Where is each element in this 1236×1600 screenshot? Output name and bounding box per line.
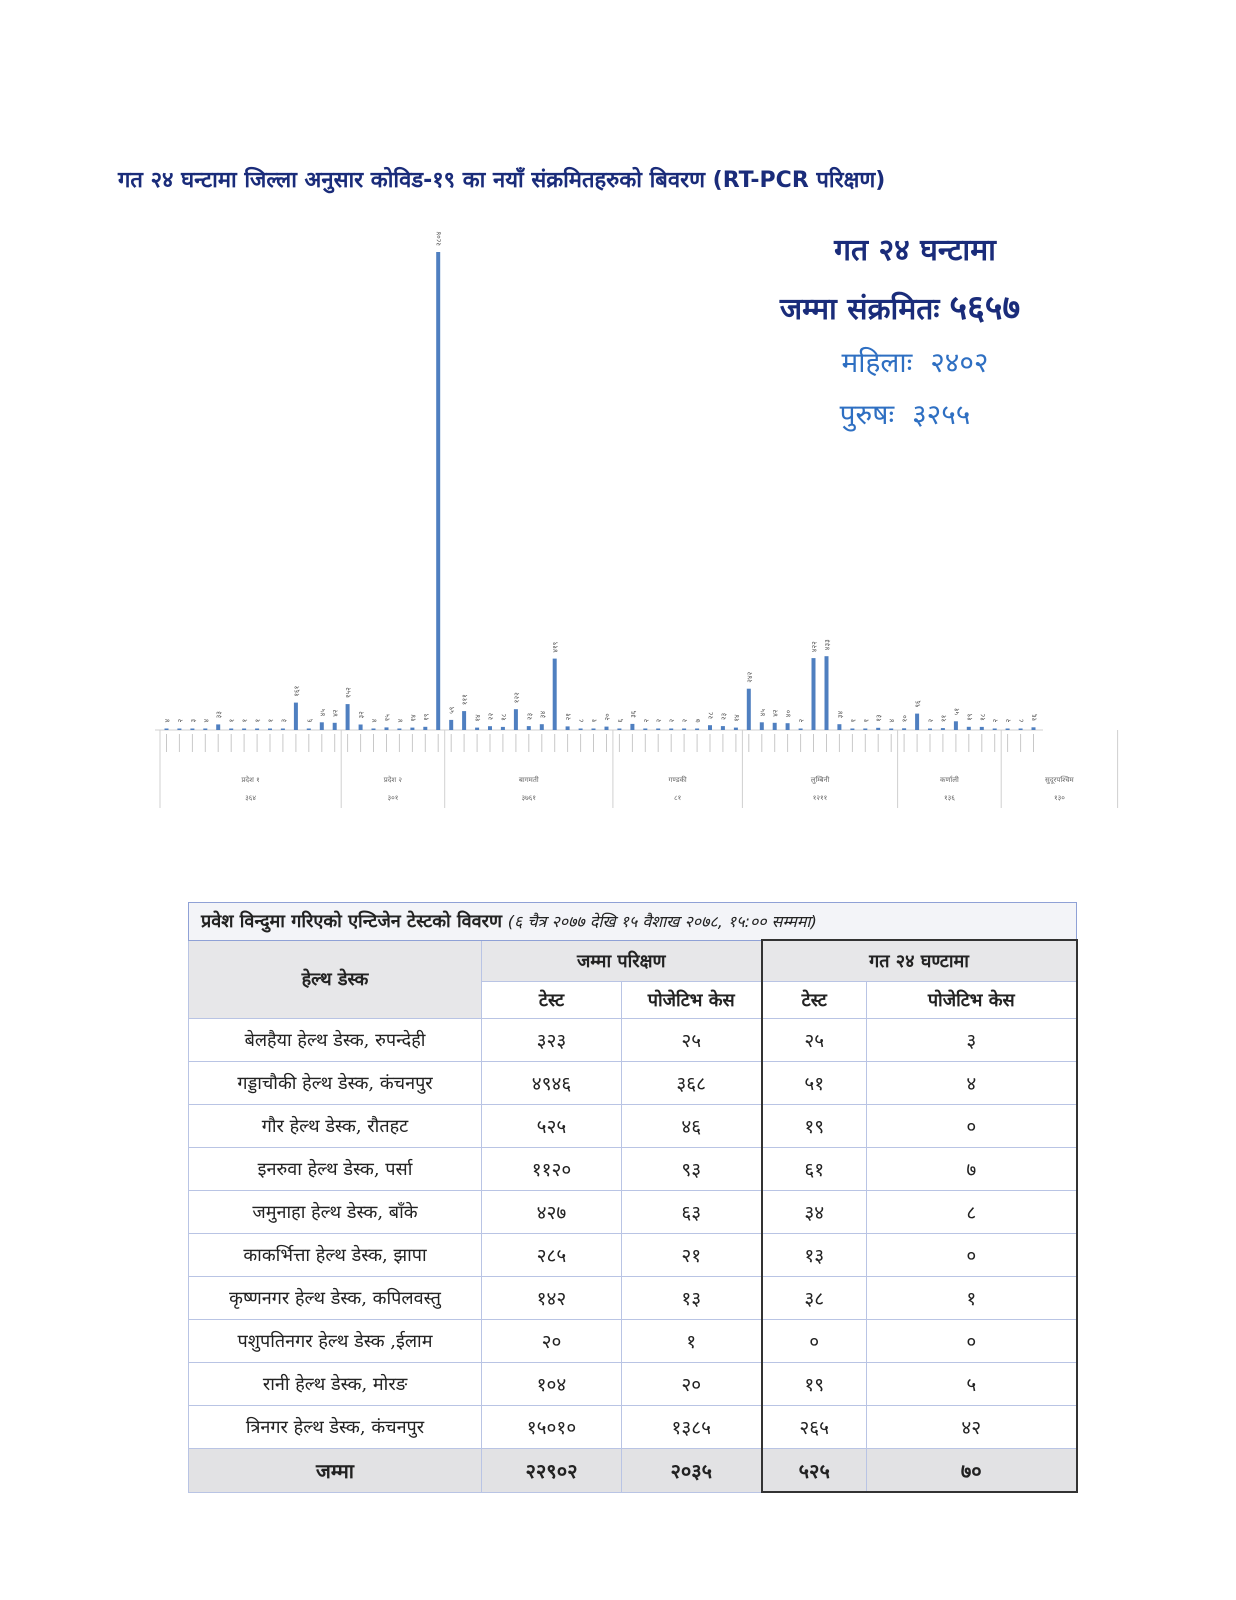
chart-data-label: १ [862, 718, 871, 723]
chart-data-label: ८ [577, 718, 586, 723]
chart-data-label: २१ [564, 713, 573, 721]
chart-data-label: २८ [707, 711, 715, 720]
chart-data-label: ४२२ [810, 641, 819, 653]
chart-bar [423, 727, 427, 730]
chart-data-label: ९६ [914, 700, 923, 708]
cell-test: ४९४६ [482, 1062, 622, 1105]
chart-data-label: २२ [487, 712, 495, 721]
col-header-positive: पोजेटिभ केस [622, 982, 762, 1019]
chart-bar [669, 729, 673, 731]
chart-data-label: २ [927, 718, 935, 723]
chart-data-label: २ [176, 718, 185, 723]
cell-test: ५२५ [482, 1105, 622, 1148]
chart-bar [488, 726, 492, 730]
chart-data-label: १३ [875, 714, 884, 722]
chart-bar [566, 726, 570, 730]
chart-data-label: ७ [694, 718, 703, 723]
chart-data-label: ३४ [538, 710, 547, 719]
cell-positive: १३८५ [622, 1406, 762, 1449]
chart-data-label: ३३ [215, 711, 224, 719]
chart-bar [1032, 727, 1036, 730]
summary-total-value: ५६५७ [949, 288, 1021, 328]
chart-data-label: २३ [525, 712, 534, 721]
chart-bar [190, 729, 194, 731]
cell-test: ११२० [482, 1148, 622, 1191]
total-test: २२९०२ [482, 1449, 622, 1493]
chart-data-label: १ [241, 718, 250, 723]
chart-bar [617, 729, 621, 731]
chart-bar [359, 725, 363, 731]
cell-desk: गड्डाचौकी हेल्थ डेस्क, कंचनपुर [189, 1062, 482, 1105]
table-row [189, 1105, 1077, 1148]
chart-group-label: बागमती [518, 776, 539, 784]
chart-data-label: १६१ [292, 685, 301, 697]
chart-bar [812, 658, 816, 730]
chart-data-label: १ [228, 718, 237, 723]
chart-bar [320, 722, 324, 730]
chart-data-label: ४३३ [823, 639, 832, 651]
chart-data-label: २४२ [745, 671, 754, 683]
chart-data-label: ११ [939, 714, 948, 723]
cell-test-24h: १९ [762, 1363, 867, 1406]
cell-test-24h: २६५ [762, 1406, 867, 1449]
chart-data-label: ३४ [836, 710, 845, 719]
chart-data-label: ४ [396, 718, 405, 723]
chart-data-label: १० [901, 715, 910, 723]
total-positive: २०३५ [622, 1449, 762, 1493]
table-row [189, 1019, 1077, 1062]
chart-bar [203, 729, 207, 731]
cell-test: ३२३ [482, 1019, 622, 1062]
chart-data-label: ३ [279, 718, 288, 723]
cell-test-24h: १३ [762, 1234, 867, 1277]
chart-data-label: ४२ [331, 709, 340, 717]
chart-bar [643, 729, 647, 731]
chart-bar [229, 729, 233, 731]
cell-positive: १३ [622, 1277, 762, 1320]
chart-data-label: १४ [474, 714, 483, 722]
chart-bar [242, 729, 246, 731]
chart-bar [954, 721, 958, 730]
chart-bar [967, 727, 971, 730]
chart-data-label: २ [681, 718, 690, 723]
cell-desk: काकर्भित्ता हेल्थ डेस्क, झापा [189, 1234, 482, 1277]
chart-data-label: २० [603, 713, 612, 721]
cell-test: १५०१० [482, 1406, 622, 1449]
cell-test: १४२ [482, 1277, 622, 1320]
chart-data-label: २ [655, 718, 664, 723]
cell-positive-24h: १ [867, 1277, 1077, 1320]
summary-heading: गत २४ घन्टामा [834, 233, 996, 268]
chart-data-label: १५२ [344, 687, 353, 699]
cell-test: २० [482, 1320, 622, 1363]
chart-bar [462, 711, 466, 730]
antigen-test-table [188, 902, 1078, 1493]
chart-bar [747, 689, 751, 730]
chart-bar [436, 252, 440, 730]
district-bar-chart [155, 214, 1074, 810]
chart-bar [216, 724, 220, 730]
chart-group-total: ८१ [673, 794, 682, 802]
chart-data-label: २८०४ [435, 231, 444, 246]
cell-desk: रानी हेल्थ डेस्क, मोरङ [189, 1363, 482, 1406]
cell-test-24h: ३८ [762, 1277, 867, 1320]
chart-bar [630, 724, 634, 730]
cell-positive-24h: ० [867, 1105, 1077, 1148]
cell-test-24h: ० [762, 1320, 867, 1363]
chart-bar [734, 728, 738, 730]
chart-data-label: १११ [461, 694, 470, 706]
table-row [189, 1191, 1077, 1234]
table-caption-note: (६ चैत्र २०७७ देखि १५ वैशाख २०७८, १५:०० सम्ममा) [507, 912, 817, 931]
chart-bar [928, 729, 932, 731]
chart-bar [980, 727, 984, 730]
chart-bar [410, 728, 414, 730]
chart-data-label: ४ [888, 718, 897, 723]
cell-desk: गौर हेल्थ डेस्क, रौतहट [189, 1105, 482, 1148]
chart-data-label: १ [849, 718, 858, 723]
chart-bar [579, 729, 583, 731]
chart-bar [475, 728, 479, 730]
chart-bar [372, 729, 376, 731]
cell-test-24h: ५१ [762, 1062, 867, 1105]
chart-data-label: १५ [383, 714, 392, 722]
chart-group-total: ३६४ [245, 794, 257, 802]
summary-male-label: पुरुषः [839, 398, 895, 431]
chart-data-label: ५९ [448, 706, 457, 714]
chart-bar [941, 728, 945, 730]
chart-bar [760, 722, 764, 730]
chart-data-label: ४ [202, 718, 211, 723]
chart-bar [255, 729, 259, 731]
chart-data-label: ४१९ [551, 641, 560, 653]
cell-test-24h: २५ [762, 1019, 867, 1062]
chart-data-label: २ [1004, 718, 1013, 723]
cell-test-24h: १९ [762, 1105, 867, 1148]
chart-data-label: ३६ [629, 710, 638, 718]
chart-bar [165, 729, 169, 731]
cell-positive-24h: ० [867, 1234, 1077, 1277]
cell-positive: ३६८ [622, 1062, 762, 1105]
chart-bar [1006, 729, 1010, 731]
cell-desk: त्रिनगर हेल्थ डेस्क, कंचनपुर [189, 1406, 482, 1449]
chart-bar [514, 709, 518, 730]
chart-bar [307, 729, 311, 731]
chart-bar [333, 723, 337, 730]
cell-positive-24h: ५ [867, 1363, 1077, 1406]
chart-data-label: २ [797, 718, 806, 723]
chart-bar [825, 656, 829, 730]
cell-positive: १ [622, 1320, 762, 1363]
cell-test-24h: ३४ [762, 1191, 867, 1234]
chart-group-label: लुम्बिनी [810, 776, 830, 784]
chart-group-label: प्रदेश १ [241, 776, 260, 784]
chart-bar [346, 704, 350, 730]
table-row [189, 1320, 1077, 1363]
chart-data-label: १ [267, 718, 275, 723]
chart-data-label: ४५ [758, 709, 767, 717]
summary-total-label: जम्मा संक्रमितः [779, 292, 940, 327]
cell-test: २८५ [482, 1234, 622, 1277]
chart-group-label: गण्डकी [668, 776, 687, 784]
chart-bar [850, 729, 854, 731]
chart-data-label: ६ [616, 718, 625, 723]
chart-bar [540, 724, 544, 730]
table-row [189, 1277, 1077, 1320]
chart-data-label: ४ [370, 718, 379, 723]
table-row [189, 1363, 1077, 1406]
table-row [189, 1406, 1077, 1449]
cell-test: १०४ [482, 1363, 622, 1406]
group-header-total: जम्मा परिक्षण [482, 940, 762, 982]
chart-bar [837, 724, 841, 730]
table-row [189, 1148, 1077, 1191]
chart-bar [605, 727, 609, 730]
table-caption-title: प्रवेश विन्दुमा गरिएको एन्टिजेन टेस्टको विवरण [201, 911, 503, 932]
cell-positive-24h: ४२ [867, 1406, 1077, 1449]
chart-bar [294, 703, 298, 730]
cell-positive: २५ [622, 1019, 762, 1062]
chart-data-label: १८ [978, 713, 987, 721]
chart-bar [773, 723, 777, 730]
chart-data-label: २ [991, 718, 1000, 723]
cell-desk: इनरुवा हेल्थ डेस्क, पर्सा [189, 1148, 482, 1191]
chart-group-label: कर्णाली [939, 776, 959, 784]
cell-positive: ६३ [622, 1191, 762, 1234]
chart-bar [695, 729, 699, 731]
page-title: गत २४ घन्टामा जिल्ला अनुसार कोविड-१९ का नयाँ संक्रमितहरुको बिवरण (RT-PCR परिक्षण) [118, 168, 886, 193]
chart-bar [786, 723, 790, 730]
chart-group-total: १३६ [943, 794, 955, 802]
col-header-positive-24h: पोजेटिभ केस [867, 982, 1077, 1019]
chart-data-label: ४२ [771, 709, 780, 717]
cell-positive: ४६ [622, 1105, 762, 1148]
chart-bar [708, 725, 712, 730]
total-test-24h: ५२५ [762, 1449, 867, 1493]
table-row [189, 1062, 1077, 1105]
group-header-24h: गत २४ घण्टामा [762, 940, 1077, 982]
cell-positive: २१ [622, 1234, 762, 1277]
chart-bar [553, 659, 557, 730]
total-label: जम्मा [189, 1449, 482, 1493]
summary-female-label: महिलाः [841, 346, 913, 379]
chart-bar [385, 727, 389, 730]
cell-positive-24h: ८ [867, 1191, 1077, 1234]
chart-bar [177, 729, 181, 731]
cell-positive: २० [622, 1363, 762, 1406]
table-row [189, 1234, 1077, 1277]
chart-group-label: सुदूरपश्चिम [1045, 776, 1074, 784]
cell-desk: जमुनाहा हेल्थ डेस्क, बाँके [189, 1191, 482, 1234]
col-header-desk: हेल्थ डेस्क [189, 940, 482, 1019]
summary-female-value: २४०२ [930, 346, 989, 379]
chart-bar [876, 728, 880, 730]
chart-data-label: १ [254, 718, 263, 723]
chart-group-total: ३७६१ [521, 794, 537, 802]
chart-bar [592, 729, 596, 731]
total-positive-24h: ७० [867, 1449, 1077, 1493]
chart-bar [501, 727, 505, 730]
chart-bar [682, 729, 686, 731]
chart-group-total: १३० [1053, 794, 1065, 802]
chart-data-label: ५१ [952, 708, 961, 716]
chart-data-label: १६ [1030, 714, 1039, 722]
cell-desk: कृष्णनगर हेल्थ डेस्क, कपिलवस्तु [189, 1277, 482, 1320]
chart-data-label: २३ [719, 712, 728, 721]
chart-group-label: प्रदेश २ [383, 776, 403, 784]
cell-positive: ९३ [622, 1148, 762, 1191]
chart-group-total: १२११ [812, 794, 828, 802]
chart-data-label: १९ [422, 713, 431, 721]
chart-data-label: १४ [409, 714, 418, 722]
chart-data-label: १ [590, 718, 599, 723]
cell-desk: पशुपतिनगर हेल्थ डेस्क ,ईलाम [189, 1320, 482, 1363]
chart-bar [449, 720, 453, 730]
cell-positive-24h: ४ [867, 1062, 1077, 1105]
chart-data-label: १२२ [512, 692, 521, 704]
chart-bar [268, 729, 272, 731]
col-header-test-24h: टेस्ट [762, 982, 867, 1019]
chart-data-label: २ [668, 718, 677, 723]
chart-bar [281, 729, 285, 731]
chart-data-label: ४० [784, 709, 793, 718]
cell-test: ४२७ [482, 1191, 622, 1234]
chart-data-label: ६ [305, 718, 314, 723]
chart-bar [397, 729, 401, 731]
cell-test-24h: ६१ [762, 1148, 867, 1191]
cell-positive-24h: ७ [867, 1148, 1077, 1191]
chart-bar [799, 729, 803, 731]
cell-positive-24h: ३ [867, 1019, 1077, 1062]
chart-bar [915, 714, 919, 730]
chart-bar [1019, 729, 1023, 731]
chart-data-label: ३२ [357, 711, 366, 719]
table-caption [189, 903, 1077, 941]
chart-data-label: ४५ [318, 709, 327, 717]
chart-data-label: ३ [189, 718, 198, 723]
chart-data-label: १९ [965, 713, 974, 721]
chart-bar [993, 729, 997, 731]
chart-bar [656, 729, 660, 731]
chart-bar [889, 729, 893, 731]
chart-data-label: २ [642, 718, 651, 723]
chart-group-total: ३०१ [387, 794, 399, 802]
chart-data-label: ४ [163, 718, 172, 723]
cell-positive-24h: ० [867, 1320, 1077, 1363]
summary-male-value: ३२५५ [912, 398, 971, 431]
chart-data-label: १४ [732, 714, 741, 722]
chart-bar [902, 728, 906, 730]
cell-desk: बेलहैया हेल्थ डेस्क, रुपन्देही [189, 1019, 482, 1062]
col-header-test: टेस्ट [482, 982, 622, 1019]
chart-bar [721, 726, 725, 730]
total-row [189, 1449, 1077, 1493]
chart-data-label: १८ [499, 713, 508, 721]
chart-bar [863, 729, 867, 731]
chart-bar [527, 726, 531, 730]
chart-data-label: ८ [1017, 718, 1026, 723]
